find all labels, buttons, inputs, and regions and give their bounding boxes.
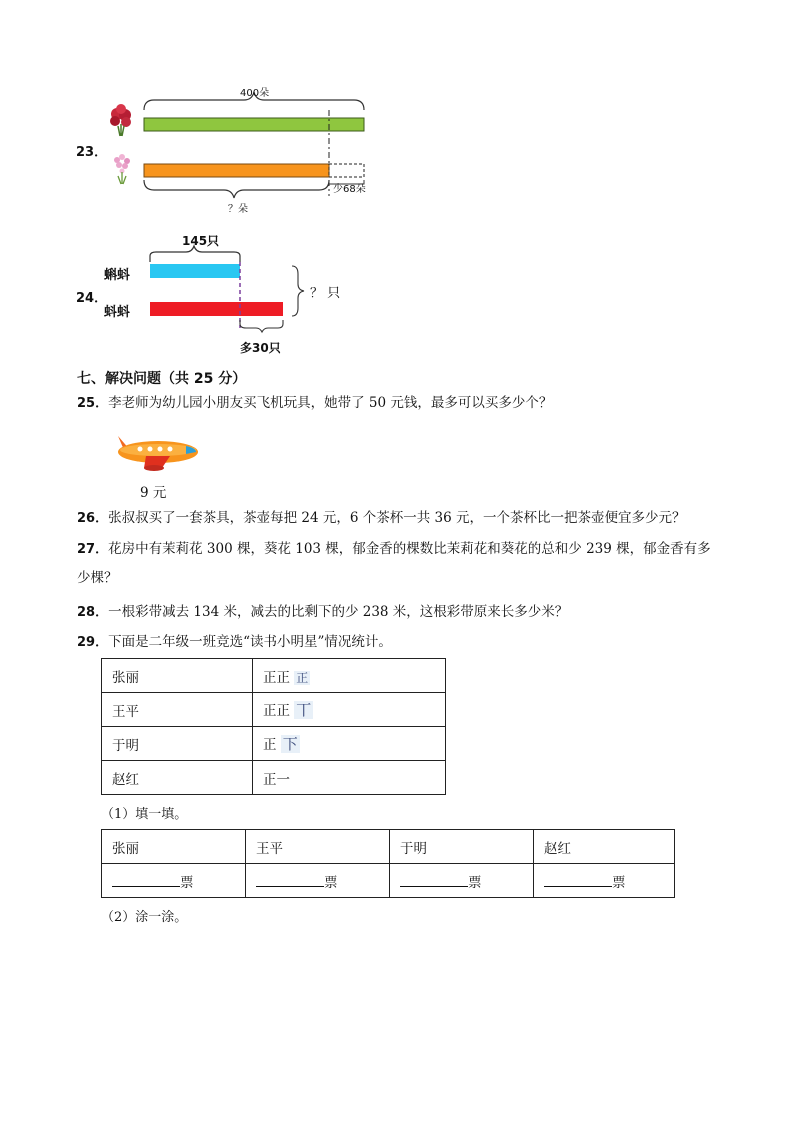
tally-marks bbox=[253, 727, 446, 761]
q28-line bbox=[77, 602, 568, 623]
table-row bbox=[102, 864, 675, 898]
q23-remainder bbox=[329, 164, 364, 177]
tally-table bbox=[101, 658, 446, 795]
tally-partial: 丅 bbox=[296, 701, 312, 719]
rose-icon bbox=[106, 104, 136, 138]
q24-unknown-label: ？ 只 bbox=[310, 286, 341, 301]
q28-number: 28． bbox=[77, 605, 109, 620]
fill-header: 张丽 bbox=[102, 830, 246, 864]
q29-sub1: （1）填一填。 bbox=[101, 807, 188, 822]
q23-bottom-bar bbox=[144, 164, 329, 177]
unit-label: 票 bbox=[324, 874, 338, 891]
tally-partial: 正 bbox=[296, 670, 309, 685]
fill-header: 于明 bbox=[390, 830, 534, 864]
answer-blank[interactable] bbox=[544, 872, 612, 887]
tally-name: 赵红 bbox=[102, 761, 253, 795]
fill-cell[interactable] bbox=[534, 864, 675, 898]
tally-full: 正一 bbox=[263, 771, 290, 788]
q27-line2: 少棵？ bbox=[77, 570, 118, 586]
q29-sub2: （2）涂一涂。 bbox=[101, 910, 188, 925]
tally-marks bbox=[253, 659, 446, 693]
q24-bar2 bbox=[150, 302, 283, 316]
tally-full: 正正 bbox=[263, 703, 290, 719]
fill-cell[interactable] bbox=[246, 864, 390, 898]
airplane-icon bbox=[110, 428, 200, 474]
table-row bbox=[102, 693, 446, 727]
q24-bar1 bbox=[150, 264, 240, 278]
tally-name: 于明 bbox=[102, 727, 253, 761]
q27-text-line1: 花房中有茉莉花 300 棵，葵花 103 棵，郁金香的棵数比茉莉花和葵花的总和少 239 棵，郁金香有多 bbox=[108, 541, 711, 557]
tally-full: 正 bbox=[263, 737, 277, 753]
q24-row2-label: 蚪蚪 bbox=[104, 305, 131, 320]
q23-diagram bbox=[140, 80, 380, 220]
q25-line bbox=[77, 393, 552, 414]
tally-marks bbox=[253, 761, 446, 795]
table-row bbox=[102, 761, 446, 795]
q23-top-label: 400朵 bbox=[240, 88, 270, 99]
q27-line1 bbox=[77, 539, 711, 560]
q29-number: 29． bbox=[77, 635, 109, 650]
q28-text: 一根彩带减去 134 米，减去的比剩下的少 238 米，这根彩带原来长多少米？ bbox=[108, 604, 569, 620]
unit-label: 票 bbox=[180, 874, 194, 891]
answer-blank[interactable] bbox=[400, 872, 468, 887]
q26-line bbox=[77, 508, 686, 529]
q24-top-label: 145只 bbox=[182, 234, 220, 248]
tally-name: 王平 bbox=[102, 693, 253, 727]
answer-blank[interactable] bbox=[112, 872, 180, 887]
q29-line bbox=[77, 632, 392, 653]
fill-cell[interactable] bbox=[102, 864, 246, 898]
q24-number: 24． bbox=[76, 291, 108, 306]
fill-table bbox=[101, 829, 675, 898]
unit-label: 票 bbox=[468, 874, 482, 891]
q25-text: 李老师为幼儿园小朋友买飞机玩具，她带了 50 元钱，最多可以买多少个？ bbox=[108, 395, 553, 411]
q24-row1-label: 蝌蚪 bbox=[104, 268, 131, 283]
fill-cell[interactable] bbox=[390, 864, 534, 898]
q29-text: 下面是二年级一班竞选“读书小明星”情况统计。 bbox=[108, 634, 392, 650]
q25-number: 25． bbox=[77, 396, 109, 411]
q23-unknown-label: ？朵 bbox=[228, 204, 248, 215]
tally-name: 张丽 bbox=[102, 659, 253, 693]
answer-blank[interactable] bbox=[256, 872, 324, 887]
tally-partial: 下 bbox=[282, 735, 298, 753]
q26-text: 张叔叔买了一套茶具，茶壶每把 24 元，6 个茶杯一共 36 元，一个茶杯比一把茶壶便宜多少元？ bbox=[108, 510, 686, 526]
table-row bbox=[102, 830, 675, 864]
q23-number: 23． bbox=[76, 145, 108, 160]
q23-diff-label: 少68朵 bbox=[333, 184, 366, 195]
table-row bbox=[102, 727, 446, 761]
fill-header: 王平 bbox=[246, 830, 390, 864]
lilac-icon bbox=[108, 152, 136, 186]
fill-header: 赵红 bbox=[534, 830, 675, 864]
tally-marks bbox=[253, 693, 446, 727]
section7-title: 七、解决问题（共 25 分） bbox=[77, 371, 247, 387]
q24-diff-label: 多30只 bbox=[240, 341, 281, 355]
tally-full: 正正 bbox=[263, 669, 290, 686]
q25-price: 9 元 bbox=[140, 485, 167, 501]
q27-number: 27． bbox=[77, 542, 109, 557]
q23-top-bar bbox=[144, 118, 364, 131]
unit-label: 票 bbox=[612, 874, 626, 891]
q26-number: 26． bbox=[77, 511, 109, 526]
table-row bbox=[102, 659, 446, 693]
